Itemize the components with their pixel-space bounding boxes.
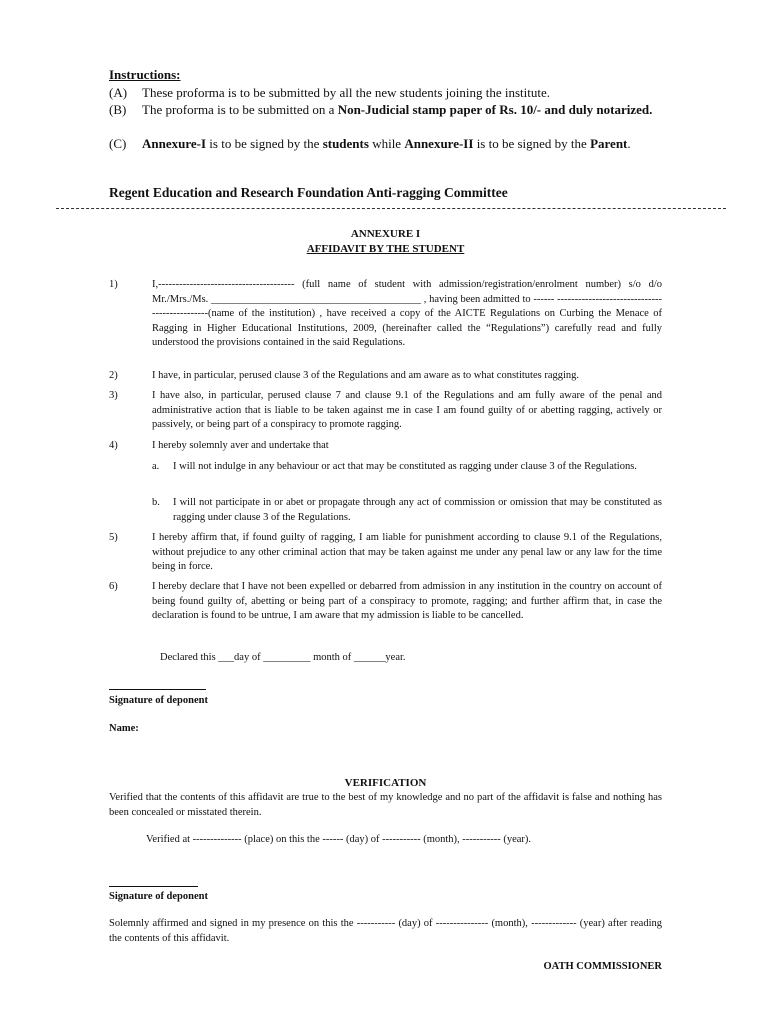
affidavit-item-5 xyxy=(109,531,662,575)
signature-line xyxy=(109,886,198,887)
signature-of-deponent-label: Signature of deponent xyxy=(109,695,208,706)
item-text: I,--------------------------------------- (full name of student with admission/registration/enrolment number) s/o d/o Mr./Mrs./Ms. ________________________________________ , having been admitted to ------ ----------------------------------------------(name of the institution) , have received a copy of the AICTE Regulations on Curbing the Menace of Ragging in Higher Educational Institutions, 2009, (hereinafter called the “Regulations”) carefully read and fully understood the provisions contained in the said Regulations. xyxy=(152,279,662,349)
affidavit-item-6 xyxy=(109,580,662,624)
affidavit-subitem-a xyxy=(152,460,662,475)
affidavit-title: AFFIDAVIT BY THE STUDENT xyxy=(306,243,465,255)
affidavit-item-2 xyxy=(109,369,662,384)
subitem-letter: b. xyxy=(152,497,160,508)
item-number: 3) xyxy=(109,390,118,401)
instruction-b-text: The proforma is to be submitted on a xyxy=(142,102,338,117)
instruction-a xyxy=(109,84,662,101)
instructions-title: Instructions: xyxy=(109,67,181,82)
item-number: 4) xyxy=(109,440,118,451)
item-text: I hereby solemnly aver and undertake that xyxy=(152,440,329,451)
verification-title: VERIFICATION xyxy=(344,777,427,789)
instruction-b-bold: Non-Judicial stamp paper of Rs. 10/- and duly notarized. xyxy=(337,102,653,117)
verification-text: Verified that the contents of this affidavit are true to the best of my knowledge and no part of the affidavit is false and nothing has been concealed or misstated therein. xyxy=(109,792,662,818)
solemnly-affirmed-text: Solemnly affirmed and signed in my presence on this the ----------- (day) of --------------- (month), ------------- (year) after reading the contents of this affidavit. xyxy=(109,918,662,944)
item-number: 5) xyxy=(109,532,118,543)
subitem-text: I will not indulge in any behaviour or act that may be constituted as ragging under clause 3 of the Regulations. xyxy=(173,461,637,472)
instruction-c-text-2: while xyxy=(368,136,405,151)
parent-ref: Parent xyxy=(590,136,628,151)
instruction-b xyxy=(109,101,662,118)
subitem-letter: a. xyxy=(152,461,160,472)
oath-commissioner-label: OATH COMMISSIONER xyxy=(543,961,662,972)
signature-of-deponent-label: Signature of deponent xyxy=(109,891,208,902)
instruction-c-label: (C) xyxy=(109,136,127,151)
item-text: I have also, in particular, perused clause 7 and clause 9.1 of the Regulations and am fully aware of the penal and administrative action that is liable to be taken against me in case I am found guilty of or abetting ragging, actively or passively, or being part of a conspiracy to promote ragging. xyxy=(152,390,662,431)
instruction-c-text-3: is to be signed by the xyxy=(473,136,591,151)
item-number: 6) xyxy=(109,581,118,592)
subitem-text: I will not participate in or abet or propagate through any act of commission or omission that may be constituted as ragging under clause 3 of the Regulations. xyxy=(173,497,662,523)
annexure-2-ref: Annexure-II xyxy=(404,136,474,151)
declared-line: Declared this ___day of _________ month of ______year. xyxy=(160,652,406,663)
affidavit-item-3 xyxy=(109,389,662,433)
item-number: 1) xyxy=(109,279,118,290)
instruction-b-label: (B) xyxy=(109,102,127,117)
item-number: 2) xyxy=(109,370,118,381)
separator-line xyxy=(56,208,726,209)
instruction-a-text: These proforma is to be submitted by all the new students joining the institute. xyxy=(142,85,550,100)
affidavit-item-1 xyxy=(109,278,662,351)
instruction-c-text-1: is to be signed by the xyxy=(206,136,323,151)
affidavit-subitem-b xyxy=(152,496,662,525)
annexure-1-ref: Annexure-I xyxy=(142,136,207,151)
instruction-c-text-4: . xyxy=(627,136,631,151)
instruction-c xyxy=(109,135,662,152)
students-ref: students xyxy=(322,136,369,151)
signature-line xyxy=(109,689,206,690)
name-label: Name: xyxy=(109,723,139,734)
committee-heading: Regent Education and Research Foundation Anti-ragging Committee xyxy=(109,185,508,200)
verified-at-line: Verified at -------------- (place) on this the ------ (day) of ----------- (month), ----------- (year). xyxy=(146,834,532,845)
instruction-a-label: (A) xyxy=(109,85,128,100)
item-text: I hereby affirm that, if found guilty of ragging, I am liable for punishment according to clause 9.1 of the Regulations, without prejudice to any other criminal action that may be taken against me under any penal law or any law for the time being in force. xyxy=(152,532,662,573)
item-text: I have, in particular, perused clause 3 of the Regulations and am aware as to what constitutes ragging. xyxy=(152,370,580,381)
annexure-title: ANNEXURE I xyxy=(350,228,421,240)
affidavit-item-4 xyxy=(109,439,662,454)
item-text: I hereby declare that I have not been expelled or debarred from admission in any institution in the country on account of being found guilty of, abetting or being part of a conspiracy to promote, ragging; and further affirm that, in case the declaration is found to be untrue, I am aware that my admission is liable to be cancelled. xyxy=(152,581,662,622)
